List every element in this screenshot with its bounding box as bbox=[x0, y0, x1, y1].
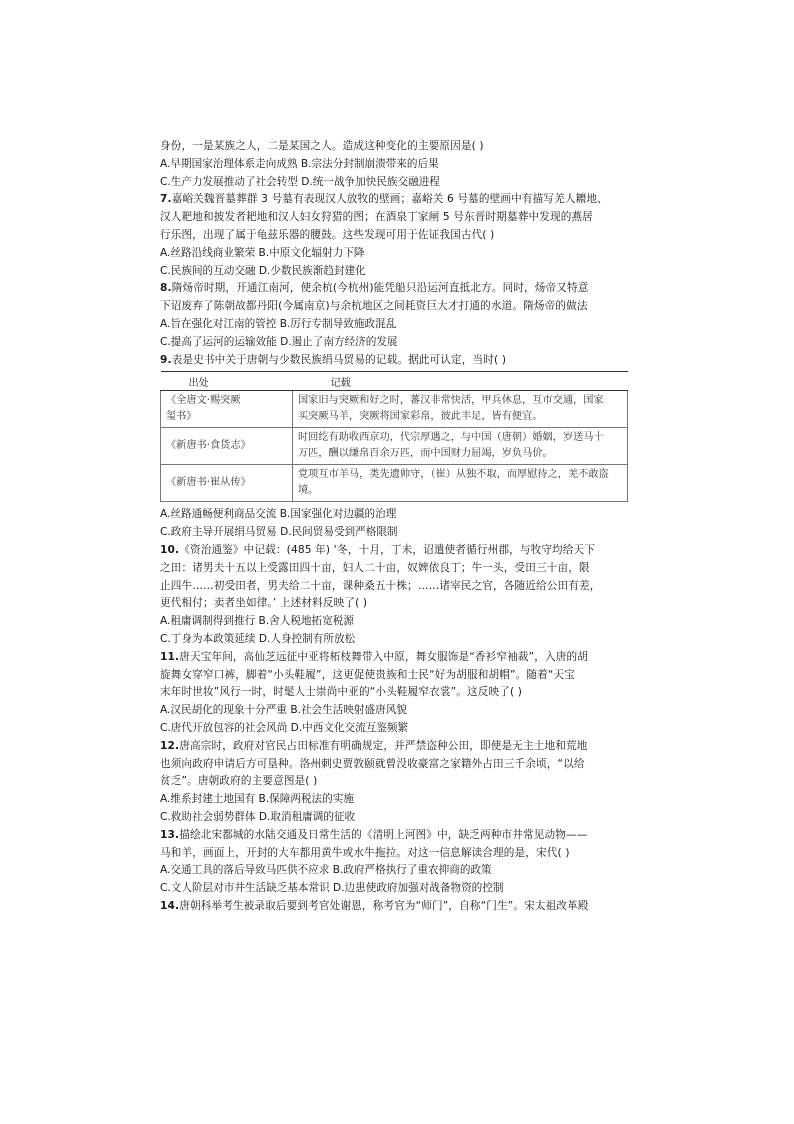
q7-options-cd: C.民族间的互动交融 D.少数民族渐趋封建化 bbox=[160, 264, 366, 277]
q9-number: 9. bbox=[160, 353, 172, 366]
table-cell-source: 《新唐书·食货志》 bbox=[161, 428, 293, 465]
q13-text-line: 马和羊，画面上，开封的大车都用黄牛或水牛拖拉。对这一信息解读合理的是，宋代( ) bbox=[160, 846, 570, 859]
q6-text-line: 身份，一是某族之人，二是某国之人。造成这种变化的主要原因是( ) bbox=[160, 140, 484, 152]
q12-text-line: 贫乏”。唐朝政府的主要意图是( ) bbox=[160, 775, 318, 788]
q12-text-line: 也须向政府申请后方可垦种。洛州刺史贾敦颐就曾没收豪富之家籍外占田三千余顷，“以给 bbox=[160, 757, 585, 770]
q7-text-line: 汉人耙地和披发者耙地和汉人妇女狩猎的图；在酒泉丁家闸 5 号东晋时期墓葬中发现的燕居 bbox=[160, 211, 593, 224]
q12-options-ab: A.维系封建土地国有 B.保障两税法的实施 bbox=[160, 793, 354, 806]
q6-options-cd: C.生产力发展推动了社会转型 D.统一战争加快民族交融进程 bbox=[160, 175, 440, 188]
q10-text-line: 10.《资治通鉴》中记载：(485 年) ‘冬，十月，丁未，诏遣使者循行州郡，与牧守均给天下 bbox=[160, 543, 596, 556]
q6-options-ab: A.早期国家治理体系走向成熟 B.宗法分封制崩溃带来的后果 bbox=[160, 157, 439, 170]
table-header-record: 记载 bbox=[293, 372, 628, 391]
q8-text-line: 8.隋炀帝时期，开通江南河，使余杭(今杭州)能凭船只沿运河直抵北方。同时，炀帝又特意 bbox=[160, 282, 589, 295]
q13-text-line: 13.描绘北宋都城的水陆交通及日常生活的《清明上河图》中，缺乏两种市井常见动物—— bbox=[160, 828, 588, 841]
q11-text-line: 11.唐天宝年间，高仙芝远征中亚将柘枝舞带入中原，舞女服饰是“香衫窄袖裁”，入唐的胡 bbox=[160, 650, 589, 663]
table-cell-source: 《全唐文·赐突厥 玺书》 bbox=[161, 391, 293, 428]
q11-options-cd: C.唐代开放包容的社会风尚 D.中西文化交流互鉴频繁 bbox=[160, 721, 409, 734]
table-row bbox=[161, 391, 628, 428]
q13-options-cd: C.文人阶层对市井生活缺乏基本常识 D.边患使政府加强对战备物资的控制 bbox=[160, 882, 504, 895]
table-cell-record: 国家旧与突厥和好之时，蕃汉非常快活，甲兵休息，互市交通，国家 买突厥马羊，突厥将国家彩帛，彼此丰足，皆有便宜。 bbox=[293, 391, 628, 428]
q12-text-line: 12.唐高宗时，政府对官民占田标准有明确规定，并严禁盗种公田，即使是无主土地和荒地 bbox=[160, 739, 588, 752]
q7-options-ab: A.丝路沿线商业繁荣 B.中原文化辐射力下降 bbox=[160, 246, 365, 259]
q12-number: 12. bbox=[160, 739, 180, 752]
q12-options-cd: C.救助社会弱势群体 D.取消租庸调的征收 bbox=[160, 810, 356, 823]
q10-text-line: 止四牛……初受田者，男夫给二十亩，课种桑五十株；……诸宰民之官，各随近给公田有差， bbox=[160, 579, 601, 592]
q13-number: 13. bbox=[160, 828, 180, 841]
q10-number: 10. bbox=[160, 543, 180, 556]
q7-text-line: 行乐图，出现了属于龟兹乐器的腰鼓。这些发现可用于佐证我国古代( ) bbox=[160, 228, 495, 241]
q9-source-table bbox=[160, 371, 628, 502]
q7-number: 7. bbox=[160, 193, 172, 206]
q10-text-line: 之田：诸男夫十五以上受露田四十亩，妇人二十亩，奴婢依良丁；牛一头，受田三十亩，限 bbox=[160, 561, 590, 574]
q8-options-ab: A.旨在强化对江南的管控 B.厉行专制导致施政混乱 bbox=[160, 317, 397, 330]
table-cell-record: 时回纥有助收西京功，代宗厚遇之，与中国（唐朝）婚姻，岁送马十 万匹，酬以缣帛百余万匹，而中国财力屈竭，岁负马价。 bbox=[293, 428, 628, 465]
q8-number: 8. bbox=[160, 282, 172, 295]
table-header-row bbox=[161, 372, 628, 391]
q11-text-line: 旋舞女穿窄口裤，脚着“小头鞋履”，这更促使贵族和士民“好为胡服和胡帽”。随着“天宝 bbox=[160, 668, 575, 681]
q7-text-line: 7.嘉峪关魏晋墓葬群 3 号墓有表现汉人放牧的壁画；嘉峪关 6 号墓的壁画中有描写羌人耱地、 bbox=[160, 193, 608, 206]
q10-options-ab: A.租庸调制得到推行 B.舍人税地拓宽税源 bbox=[160, 615, 354, 628]
q8-options-cd: C.提高了运河的运输效能 D.遏止了南方经济的发展 bbox=[160, 335, 398, 348]
q14-number: 14. bbox=[160, 899, 180, 912]
q10-text-line: 更代相付；卖者坐如律。’ 上述材料反映了( ) bbox=[160, 597, 368, 610]
q9-options-ab: A.丝路通畅便利商品交流 B.国家强化对边疆的治理 bbox=[160, 508, 397, 521]
table-cell-record: 党项互市羊马，类先遗帅守，（崔）从独不取，而厚慰待之，羌不敢盗 境。 bbox=[293, 465, 628, 502]
q13-options-ab: A.交通工具的落后导致马匹供不应求 B.政府严格执行了重农抑商的政策 bbox=[160, 864, 492, 877]
q9-text-line: 9.表是史书中关于唐朝与少数民族绢马贸易的记载。据此可认定，当时( ) bbox=[160, 353, 507, 366]
q11-options-ab: A.汉民胡化的现象十分严重 B.社会生活映射盛唐风貌 bbox=[160, 704, 407, 717]
q10-options-cd: C.丁身为本政策延续 D.人身控制有所放松 bbox=[160, 632, 356, 645]
q14-text-line: 14.唐朝科举考生被录取后要到考官处谢恩，称考官为“师门”，自称“门生”。宋太祖改革殿 bbox=[160, 899, 589, 912]
table-header-source: 出处 bbox=[161, 372, 293, 391]
q11-text-line: 末年时世妆”风行一时，时髦人士崇尚中亚的“小头鞋履窄衣裳”。这反映了( ) bbox=[160, 686, 523, 699]
table-row bbox=[161, 465, 628, 502]
table-cell-source: 《新唐书·崔从传》 bbox=[161, 465, 293, 502]
q8-text-line: 下诏废弃了陈朝故都丹阳(今属南京)与余杭地区之间耗资巨大才打通的水道。隋炀帝的做法 bbox=[160, 300, 588, 313]
exam-page bbox=[160, 138, 630, 916]
q11-number: 11. bbox=[160, 650, 180, 663]
q9-options-cd: C.政府主导开展绢马贸易 D.民间贸易受到严格限制 bbox=[160, 526, 398, 539]
table-row bbox=[161, 428, 628, 465]
